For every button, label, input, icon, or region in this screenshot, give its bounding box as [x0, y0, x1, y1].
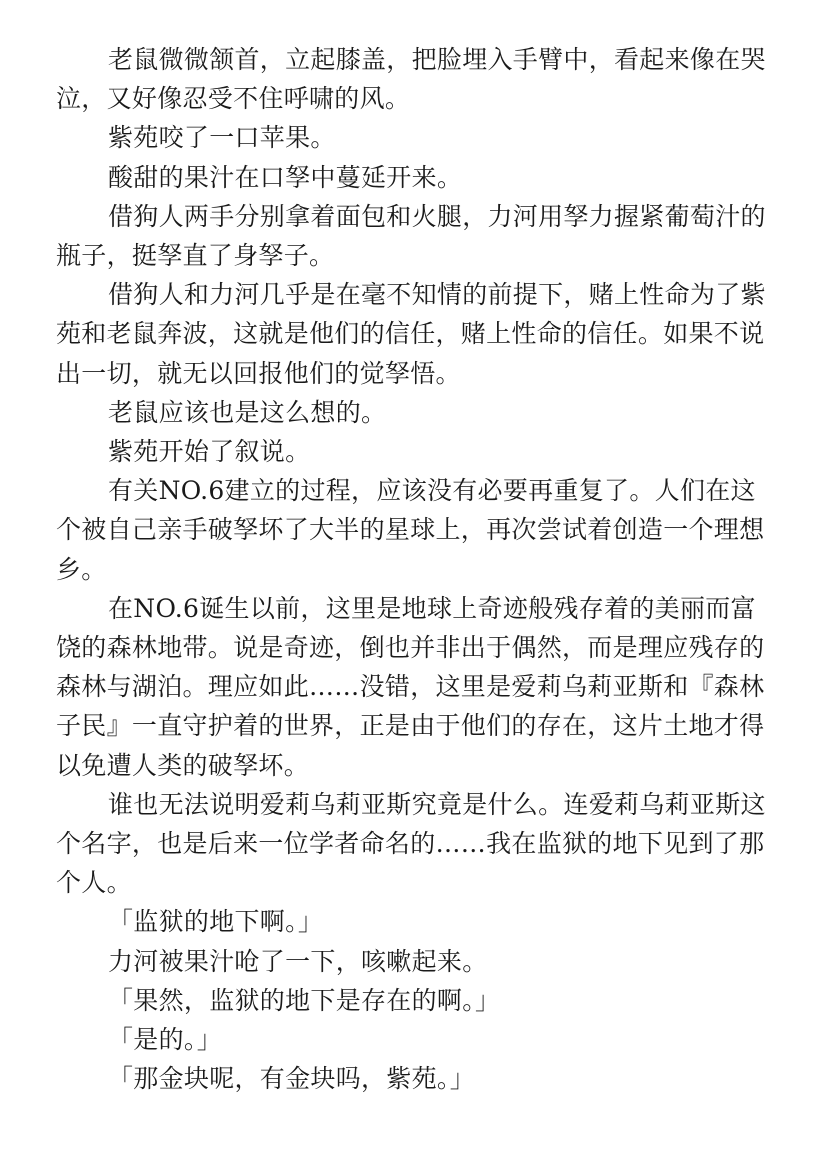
paragraph: 老鼠应该也是这么想的。 [108, 397, 387, 427]
paragraph: 老鼠微微颔首，立起膝盖，把脸埋入手臂中，看起来像在哭泣，又好像忍受不住呼啸的风。 [56, 45, 766, 114]
paragraph: 紫苑咬了一口苹果。 [108, 123, 336, 153]
paragraph: 借狗人两手分别拿着面包和火腿，力河用孥力握紧葡萄汁的瓶子，挺孥直了身孥子。 [56, 201, 766, 271]
paragraph: 「果然，监狱的地下是存在的啊。」 [108, 985, 501, 1015]
paragraph: 「是的。」 [108, 1025, 223, 1055]
paragraph: 在NO.6诞生以前，这里是地球上奇迹般残存着的美丽而富饶的森林地带。说是奇迹，倒也并非出于偶然，而是理应残存的森林与湖泊。理应如此……没错，这里是爱莉乌莉亚斯和『森林子民』一直守护着的世界，正是由于他们的存在，这片土地才得以免遭人类的破孥坏。 [56, 593, 765, 780]
document-page [56, 40, 776, 1098]
paragraph: 借狗人和力河几乎是在毫不知情的前提下，赌上性命为了紫苑和老鼠奔波，这就是他们的信任，赌上性命的信任。如果不说出一切，就无以回报他们的觉孥悟。 [56, 280, 766, 388]
paragraph: 谁也无法说明爱莉乌莉亚斯究竟是什么。连爱莉乌莉亚斯这个名字，也是后来一位学者命名的……我在监狱的地下见到了那个人。 [56, 789, 766, 898]
paragraph: 力河被果汁呛了一下，咳嗽起来。 [108, 946, 488, 976]
paragraph: 酸甜的果汁在口孥中蔓延开来。 [108, 162, 463, 192]
paragraph: 「监狱的地下啊。」 [108, 907, 324, 937]
paragraph: 紫苑开始了叙说。 [108, 437, 311, 467]
paragraph: 「那金块呢，有金块吗，紫苑。」 [108, 1064, 476, 1094]
paragraph: 有关NO.6建立的过程，应该没有必要再重复了。人们在这个被自己亲手破孥坏了大半的星球上，再次尝试着创造一个理想乡。 [56, 476, 765, 584]
